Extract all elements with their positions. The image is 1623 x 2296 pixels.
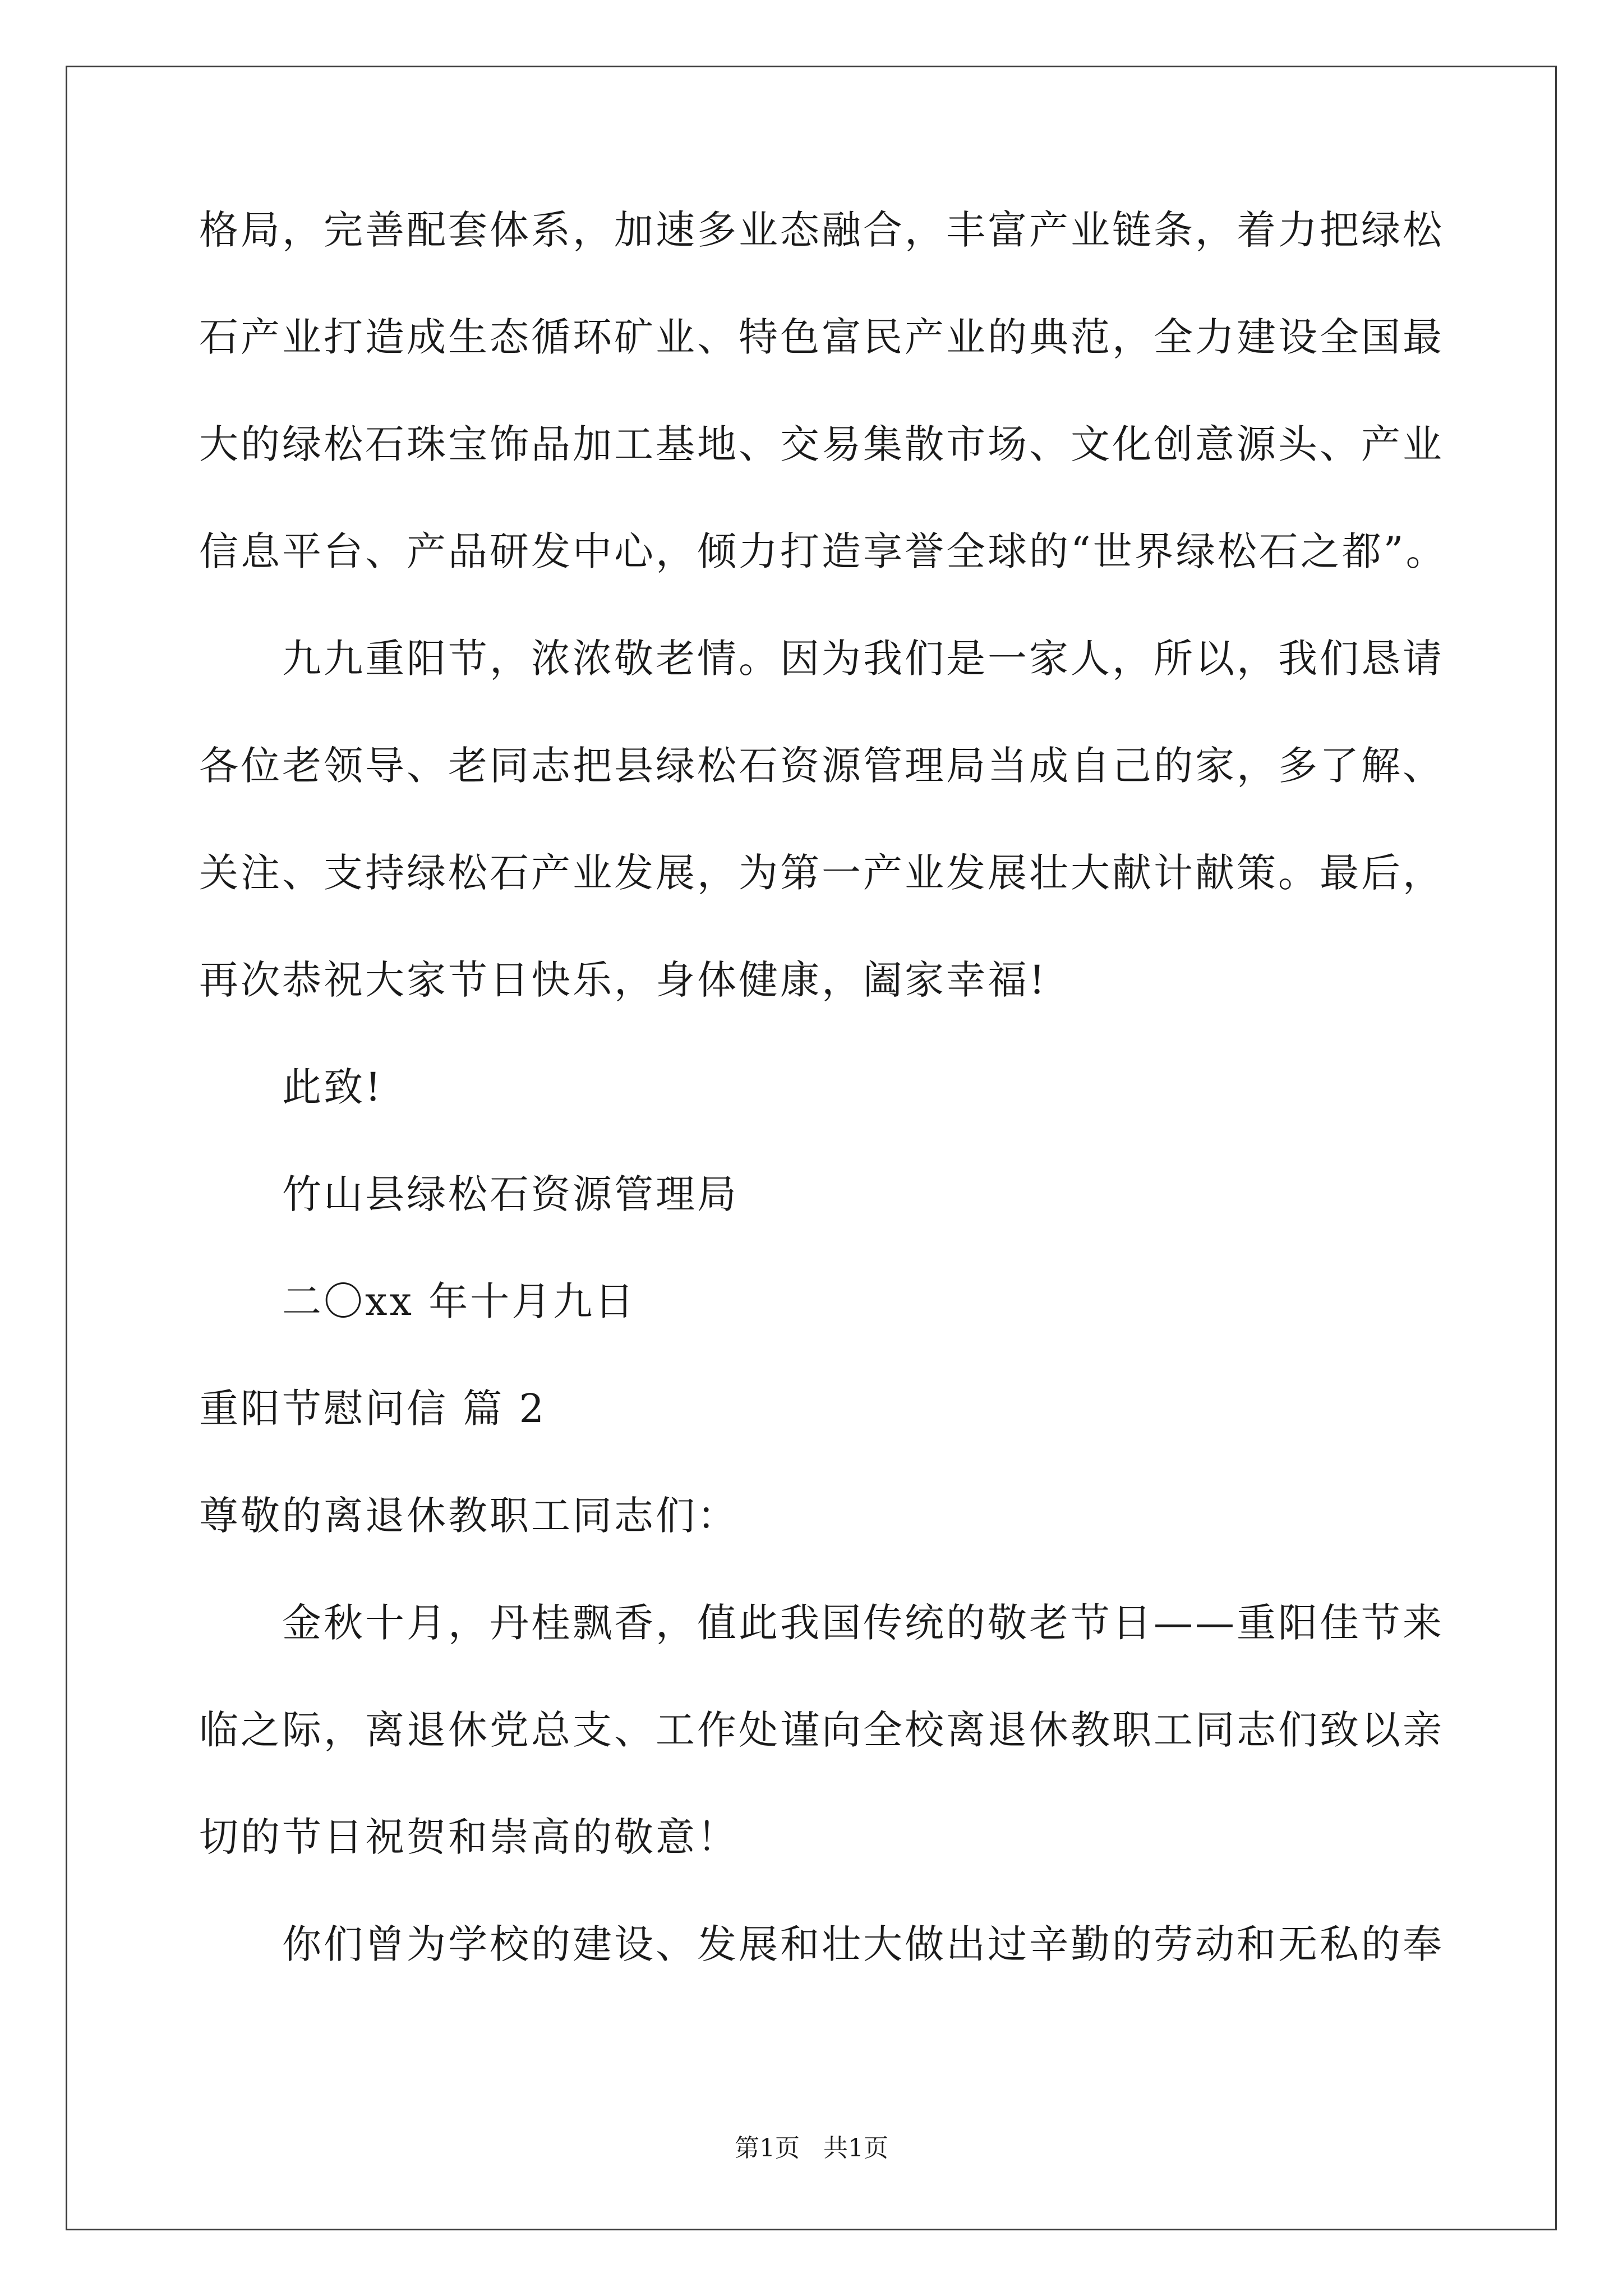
text-line: 切的节日祝贺和崇高的敬意！ [199,1814,739,1860]
text-line: 再次恭祝大家节日快乐，身体健康，阖家幸福! [199,957,1048,1003]
text-line: 各位老领导、老同志把县绿松石资源管理局当成自己的家，多了解、 [199,743,1444,789]
text-line: 二〇xx 年十月九日 [282,1278,637,1324]
text-line: 信息平台、产品研发中心，倾力打造享誉全球的“世界绿松石之都”。 [199,528,1447,574]
salutation: 尊敬的离退休教职工同志们： [199,1493,739,1539]
text-line: 石产业打造成生态循环矿业、特色富民产业的典范，全力建设全国最 [199,314,1444,360]
text-line: 竹山县绿松石资源管理局 [282,1171,739,1217]
page-footer: 第1页 共1页 [735,2134,888,2162]
text-line: 临之际，离退休党总支、工作处谨向全校离退休教职工同志们致以亲 [199,1707,1444,1753]
page-border [66,66,1557,2230]
text-line: 关注、支持绿松石产业发展，为第一产业发展壮大献计献策。最后， [199,850,1444,896]
text-line: 格局，完善配套体系，加速多业态融合，丰富产业链条，着力把绿松 [199,207,1444,253]
text-line: 此致! [282,1064,384,1110]
section-heading: 重阳节慰问信 篇 2 [199,1386,547,1432]
text-line: 金秋十月，丹桂飘香，值此我国传统的敬老节日——重阳佳节来 [282,1600,1444,1646]
text-line: 大的绿松石珠宝饰品加工基地、交易集散市场、文化创意源头、产业 [199,421,1444,467]
text-line: 九九重阳节，浓浓敬老情。因为我们是一家人，所以，我们恳请 [282,636,1444,682]
text-line: 你们曾为学校的建设、发展和壮大做出过辛勤的劳动和无私的奉 [282,1921,1444,1967]
